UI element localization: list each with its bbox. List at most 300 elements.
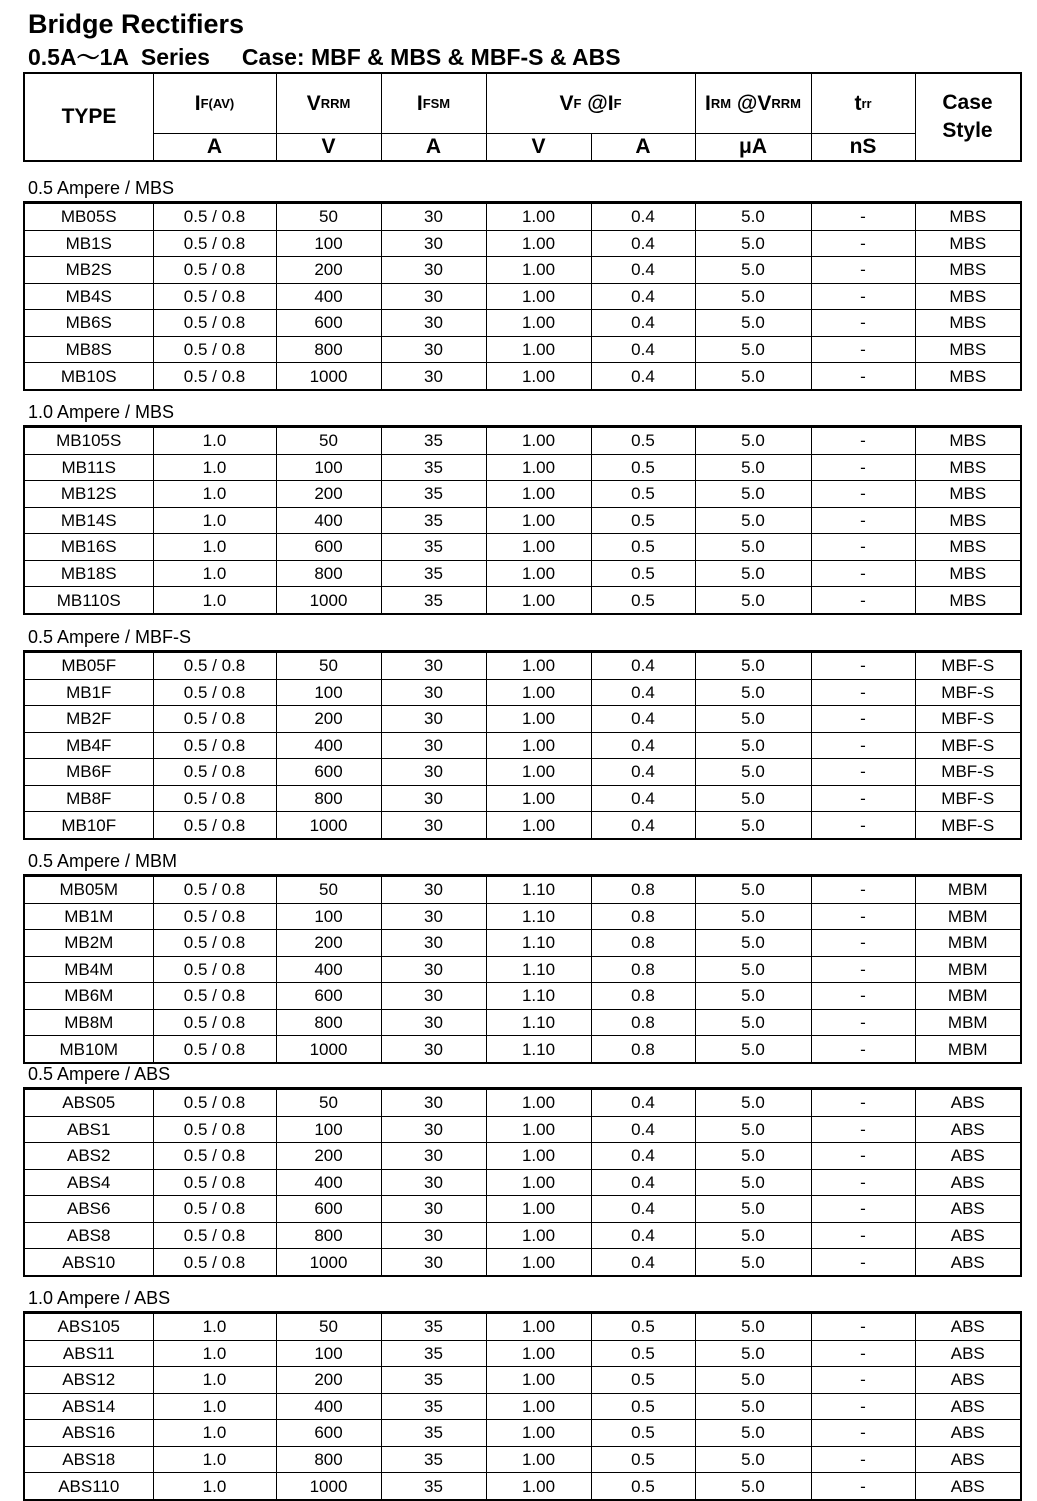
- group-table: [23, 874, 1022, 1064]
- cell-trr: -: [811, 587, 915, 614]
- cell-vf-a: 0.4: [591, 1222, 695, 1249]
- cell-type: MB2M: [25, 930, 153, 957]
- table-row: [25, 956, 1020, 983]
- cell-ifsm: 35: [381, 481, 486, 508]
- table-row: [25, 1090, 1020, 1117]
- cell-vf-v: 1.00: [486, 534, 591, 561]
- cell-irm: 5.0: [695, 428, 811, 455]
- cell-ifsm: 30: [381, 785, 486, 812]
- cell-vrrm: 50: [276, 1314, 381, 1341]
- cell-vf-a: 0.5: [591, 1393, 695, 1420]
- cell-vf-v: 1.00: [486, 1196, 591, 1223]
- cell-trr: -: [811, 204, 915, 231]
- cell-if: 0.5 / 0.8: [153, 1222, 276, 1249]
- cell-type: ABS4: [25, 1169, 153, 1196]
- cell-vf-v: 1.00: [486, 257, 591, 284]
- cell-vf-v: 1.00: [486, 310, 591, 337]
- cell-vf-a: 0.8: [591, 983, 695, 1010]
- cell-vrrm: 400: [276, 507, 381, 534]
- unit-vf-v: V: [531, 134, 546, 158]
- cell-irm: 5.0: [695, 812, 811, 839]
- cell-trr: -: [811, 759, 915, 786]
- cell-vf-a: 0.4: [591, 812, 695, 839]
- cell-irm: 5.0: [695, 1222, 811, 1249]
- header-vf: V F @I F: [559, 91, 622, 115]
- cell-case-style: MBS: [915, 204, 1020, 231]
- cell-vrrm: 800: [276, 336, 381, 363]
- cell-case-style: MBM: [915, 983, 1020, 1010]
- cell-trr: -: [811, 560, 915, 587]
- cell-case-style: MBM: [915, 877, 1020, 904]
- cell-type: MB1M: [25, 903, 153, 930]
- cell-ifsm: 30: [381, 1009, 486, 1036]
- cell-vf-a: 0.5: [591, 454, 695, 481]
- cell-vf-v: 1.00: [486, 560, 591, 587]
- cell-type: MB2F: [25, 706, 153, 733]
- cell-vf-a: 0.5: [591, 1367, 695, 1394]
- cell-vf-v: 1.00: [486, 1090, 591, 1117]
- cell-irm: 5.0: [695, 1446, 811, 1473]
- cell-if: 0.5 / 0.8: [153, 653, 276, 680]
- page-title: Bridge Rectifiers: [28, 9, 245, 39]
- cell-trr: -: [811, 1090, 915, 1117]
- unit-vf-a: A: [635, 134, 651, 158]
- cell-vf-a: 0.4: [591, 1196, 695, 1223]
- cell-vrrm: 200: [276, 930, 381, 957]
- cell-vf-a: 0.4: [591, 204, 695, 231]
- cell-if: 0.5 / 0.8: [153, 1009, 276, 1036]
- cell-vrrm: 600: [276, 534, 381, 561]
- cell-type: MB8F: [25, 785, 153, 812]
- group-table: [23, 201, 1022, 391]
- cell-irm: 5.0: [695, 1090, 811, 1117]
- cell-vf-a: 0.4: [591, 363, 695, 390]
- cell-if: 0.5 / 0.8: [153, 812, 276, 839]
- cell-trr: -: [811, 1446, 915, 1473]
- cell-case-style: MBS: [915, 257, 1020, 284]
- cell-irm: 5.0: [695, 653, 811, 680]
- unit-irm: μA: [738, 134, 767, 158]
- cell-irm: 5.0: [695, 230, 811, 257]
- cell-vf-a: 0.5: [591, 1473, 695, 1500]
- cell-vf-v: 1.00: [486, 1446, 591, 1473]
- cell-if: 0.5 / 0.8: [153, 1090, 276, 1117]
- cell-if: 0.5 / 0.8: [153, 1249, 276, 1276]
- cell-if: 0.5 / 0.8: [153, 877, 276, 904]
- cell-vrrm: 400: [276, 732, 381, 759]
- cell-ifsm: 30: [381, 1090, 486, 1117]
- cell-if: 0.5 / 0.8: [153, 706, 276, 733]
- cell-ifsm: 30: [381, 1116, 486, 1143]
- cell-vf-a: 0.5: [591, 1314, 695, 1341]
- cell-vrrm: 100: [276, 454, 381, 481]
- cell-vf-v: 1.00: [486, 428, 591, 455]
- cell-ifsm: 30: [381, 877, 486, 904]
- cell-vf-v: 1.00: [486, 230, 591, 257]
- cell-trr: -: [811, 1222, 915, 1249]
- cell-trr: -: [811, 706, 915, 733]
- cell-vf-a: 0.4: [591, 679, 695, 706]
- cell-vf-a: 0.4: [591, 759, 695, 786]
- cell-vf-a: 0.5: [591, 1420, 695, 1447]
- cell-vf-a: 0.5: [591, 1340, 695, 1367]
- cell-vrrm: 200: [276, 706, 381, 733]
- cell-case-style: ABS: [915, 1420, 1020, 1447]
- cell-irm: 5.0: [695, 1367, 811, 1394]
- cell-trr: -: [811, 1036, 915, 1063]
- cell-if: 1.0: [153, 1314, 276, 1341]
- table-row: [25, 1393, 1020, 1420]
- cell-ifsm: 35: [381, 587, 486, 614]
- cell-if: 0.5 / 0.8: [153, 283, 276, 310]
- cell-ifsm: 30: [381, 363, 486, 390]
- cell-trr: -: [811, 1420, 915, 1447]
- cell-vf-v: 1.00: [486, 1249, 591, 1276]
- cell-irm: 5.0: [695, 1116, 811, 1143]
- cell-type: MB4M: [25, 956, 153, 983]
- cell-type: ABS16: [25, 1420, 153, 1447]
- cell-vf-v: 1.00: [486, 1473, 591, 1500]
- cell-type: ABS10: [25, 1249, 153, 1276]
- cell-vf-a: 0.4: [591, 732, 695, 759]
- cell-irm: 5.0: [695, 481, 811, 508]
- cell-vf-a: 0.4: [591, 310, 695, 337]
- cell-irm: 5.0: [695, 1009, 811, 1036]
- cell-irm: 5.0: [695, 1169, 811, 1196]
- table-row: [25, 1249, 1020, 1276]
- cell-type: MB05M: [25, 877, 153, 904]
- cell-irm: 5.0: [695, 560, 811, 587]
- cell-irm: 5.0: [695, 283, 811, 310]
- cell-ifsm: 35: [381, 428, 486, 455]
- table-row: [25, 812, 1020, 839]
- cell-type: MB12S: [25, 481, 153, 508]
- cell-if: 0.5 / 0.8: [153, 310, 276, 337]
- cell-ifsm: 30: [381, 679, 486, 706]
- cell-ifsm: 35: [381, 1446, 486, 1473]
- cell-case-style: MBM: [915, 1009, 1020, 1036]
- group-label: 0.5 Ampere / MBF-S: [28, 627, 192, 647]
- cell-vf-v: 1.10: [486, 1036, 591, 1063]
- cell-if: 0.5 / 0.8: [153, 363, 276, 390]
- table-row: [25, 903, 1020, 930]
- table-row: [25, 1222, 1020, 1249]
- cell-vrrm: 400: [276, 1393, 381, 1420]
- table-row: [25, 877, 1020, 904]
- cell-ifsm: 35: [381, 560, 486, 587]
- cell-irm: 5.0: [695, 1196, 811, 1223]
- table-row: [25, 930, 1020, 957]
- cell-irm: 5.0: [695, 1249, 811, 1276]
- cell-case-style: ABS: [915, 1116, 1020, 1143]
- cell-vf-a: 0.4: [591, 1116, 695, 1143]
- cell-vf-a: 0.8: [591, 877, 695, 904]
- table-row: [25, 1367, 1020, 1394]
- table-row: [25, 1169, 1020, 1196]
- header-ifsm: I FSM: [416, 91, 451, 115]
- cell-trr: -: [811, 903, 915, 930]
- cell-vf-v: 1.00: [486, 653, 591, 680]
- cell-vf-a: 0.4: [591, 653, 695, 680]
- cell-vf-a: 0.5: [591, 587, 695, 614]
- cell-irm: 5.0: [695, 310, 811, 337]
- cell-irm: 5.0: [695, 507, 811, 534]
- cell-vrrm: 1000: [276, 363, 381, 390]
- cell-ifsm: 30: [381, 812, 486, 839]
- cell-ifsm: 30: [381, 1196, 486, 1223]
- table-row: [25, 257, 1020, 284]
- table-row: [25, 785, 1020, 812]
- table-row: [25, 454, 1020, 481]
- cell-type: ABS110: [25, 1473, 153, 1500]
- cell-if: 0.5 / 0.8: [153, 903, 276, 930]
- group-label: 0.5 Ampere / MBM: [28, 851, 178, 871]
- cell-type: MB2S: [25, 257, 153, 284]
- table-header: [23, 72, 1022, 162]
- cell-type: ABS14: [25, 1393, 153, 1420]
- cell-trr: -: [811, 257, 915, 284]
- cell-vrrm: 200: [276, 1143, 381, 1170]
- cell-if: 0.5 / 0.8: [153, 956, 276, 983]
- cell-irm: 5.0: [695, 983, 811, 1010]
- cell-vf-v: 1.00: [486, 363, 591, 390]
- cell-ifsm: 30: [381, 1169, 486, 1196]
- cell-vrrm: 50: [276, 204, 381, 231]
- cell-type: MB05S: [25, 204, 153, 231]
- cell-case-style: MBS: [915, 336, 1020, 363]
- cell-if: 0.5 / 0.8: [153, 732, 276, 759]
- cell-case-style: MBS: [915, 481, 1020, 508]
- cell-vrrm: 400: [276, 283, 381, 310]
- cell-irm: 5.0: [695, 679, 811, 706]
- cell-trr: -: [811, 1169, 915, 1196]
- cell-vrrm: 1000: [276, 587, 381, 614]
- cell-vf-a: 0.5: [591, 507, 695, 534]
- cell-ifsm: 35: [381, 1393, 486, 1420]
- cell-type: MB4S: [25, 283, 153, 310]
- cell-type: MB10S: [25, 363, 153, 390]
- cell-case-style: MBS: [915, 560, 1020, 587]
- cell-vf-v: 1.00: [486, 679, 591, 706]
- table-row: [25, 587, 1020, 614]
- cell-vf-a: 0.4: [591, 336, 695, 363]
- cell-vf-a: 0.5: [591, 1446, 695, 1473]
- cell-ifsm: 30: [381, 759, 486, 786]
- cell-ifsm: 30: [381, 706, 486, 733]
- cell-if: 1.0: [153, 587, 276, 614]
- cell-irm: 5.0: [695, 363, 811, 390]
- cell-case-style: MBS: [915, 310, 1020, 337]
- cell-trr: -: [811, 1473, 915, 1500]
- cell-if: 1.0: [153, 1340, 276, 1367]
- cell-if: 0.5 / 0.8: [153, 1143, 276, 1170]
- table-row: [25, 283, 1020, 310]
- cell-irm: 5.0: [695, 336, 811, 363]
- cell-trr: -: [811, 283, 915, 310]
- cell-type: MB105S: [25, 428, 153, 455]
- cell-ifsm: 30: [381, 732, 486, 759]
- cell-case-style: MBS: [915, 534, 1020, 561]
- table-row: [25, 1036, 1020, 1063]
- cell-vf-v: 1.00: [486, 336, 591, 363]
- cell-vf-v: 1.10: [486, 877, 591, 904]
- cell-if: 1.0: [153, 481, 276, 508]
- cell-vrrm: 1000: [276, 1473, 381, 1500]
- cell-vf-a: 0.4: [591, 1090, 695, 1117]
- cell-trr: -: [811, 1009, 915, 1036]
- cell-trr: -: [811, 481, 915, 508]
- cell-irm: 5.0: [695, 956, 811, 983]
- cell-vrrm: 100: [276, 903, 381, 930]
- cell-vf-v: 1.10: [486, 903, 591, 930]
- cell-vf-v: 1.10: [486, 1009, 591, 1036]
- cell-vf-v: 1.10: [486, 956, 591, 983]
- cell-type: ABS105: [25, 1314, 153, 1341]
- cell-case-style: MBS: [915, 363, 1020, 390]
- cell-if: 0.5 / 0.8: [153, 204, 276, 231]
- page-subtitle: 0.5A～1A Series Case: MBF & MBS & MBF-S & ABS: [28, 44, 621, 70]
- table-row: [25, 653, 1020, 680]
- cell-if: 1.0: [153, 454, 276, 481]
- cell-vrrm: 50: [276, 1090, 381, 1117]
- cell-if: 0.5 / 0.8: [153, 930, 276, 957]
- cell-ifsm: 30: [381, 930, 486, 957]
- group-label: 0.5 Ampere / MBS: [28, 178, 175, 198]
- cell-case-style: MBS: [915, 230, 1020, 257]
- cell-if: 0.5 / 0.8: [153, 1036, 276, 1063]
- cell-if: 0.5 / 0.8: [153, 983, 276, 1010]
- cell-vf-v: 1.00: [486, 1222, 591, 1249]
- cell-ifsm: 30: [381, 230, 486, 257]
- group-table: [23, 1311, 1022, 1501]
- cell-irm: 5.0: [695, 1473, 811, 1500]
- unit-ifsm: A: [425, 134, 442, 158]
- cell-vf-a: 0.4: [591, 257, 695, 284]
- group-table: [23, 1087, 1022, 1277]
- unit-vrrm: V: [321, 134, 336, 158]
- cell-irm: 5.0: [695, 930, 811, 957]
- cell-irm: 5.0: [695, 706, 811, 733]
- cell-vrrm: 100: [276, 1340, 381, 1367]
- cell-if: 1.0: [153, 507, 276, 534]
- table-row: [25, 706, 1020, 733]
- cell-case-style: MBF-S: [915, 706, 1020, 733]
- cell-if: 1.0: [153, 428, 276, 455]
- cell-trr: -: [811, 363, 915, 390]
- table-row: [25, 759, 1020, 786]
- group-label: 1.0 Ampere / ABS: [28, 1288, 171, 1308]
- cell-ifsm: 30: [381, 204, 486, 231]
- cell-trr: -: [811, 679, 915, 706]
- cell-ifsm: 30: [381, 956, 486, 983]
- cell-trr: -: [811, 1367, 915, 1394]
- cell-vrrm: 400: [276, 956, 381, 983]
- cell-vrrm: 800: [276, 785, 381, 812]
- cell-irm: 5.0: [695, 204, 811, 231]
- table-row: [25, 679, 1020, 706]
- cell-type: MB6M: [25, 983, 153, 1010]
- cell-type: ABS6: [25, 1196, 153, 1223]
- group-table: [23, 425, 1022, 615]
- table-row: [25, 204, 1020, 231]
- cell-vrrm: 200: [276, 257, 381, 284]
- table-row: [25, 336, 1020, 363]
- cell-irm: 5.0: [695, 1340, 811, 1367]
- cell-vf-v: 1.00: [486, 785, 591, 812]
- cell-trr: -: [811, 812, 915, 839]
- cell-vf-v: 1.00: [486, 507, 591, 534]
- table-row: [25, 1340, 1020, 1367]
- cell-case-style: MBM: [915, 956, 1020, 983]
- header-case-style: Case Style: [942, 91, 993, 142]
- cell-type: MB10F: [25, 812, 153, 839]
- cell-if: 0.5 / 0.8: [153, 785, 276, 812]
- table-row: [25, 534, 1020, 561]
- cell-type: ABS1: [25, 1116, 153, 1143]
- cell-irm: 5.0: [695, 903, 811, 930]
- cell-vf-v: 1.00: [486, 732, 591, 759]
- cell-vf-a: 0.4: [591, 230, 695, 257]
- cell-trr: -: [811, 1393, 915, 1420]
- cell-if: 0.5 / 0.8: [153, 679, 276, 706]
- cell-trr: -: [811, 732, 915, 759]
- cell-case-style: ABS: [915, 1340, 1020, 1367]
- cell-type: MB16S: [25, 534, 153, 561]
- cell-irm: 5.0: [695, 759, 811, 786]
- cell-vf-a: 0.8: [591, 1036, 695, 1063]
- cell-case-style: MBS: [915, 454, 1020, 481]
- cell-case-style: ABS: [915, 1143, 1020, 1170]
- cell-vf-a: 0.5: [591, 481, 695, 508]
- cell-case-style: ABS: [915, 1393, 1020, 1420]
- table-row: [25, 363, 1020, 390]
- cell-trr: -: [811, 336, 915, 363]
- table-row: [25, 560, 1020, 587]
- cell-ifsm: 35: [381, 454, 486, 481]
- cell-vf-a: 0.8: [591, 956, 695, 983]
- cell-case-style: ABS: [915, 1090, 1020, 1117]
- cell-trr: -: [811, 1116, 915, 1143]
- table-row: [25, 1116, 1020, 1143]
- table-row: [25, 507, 1020, 534]
- cell-type: ABS12: [25, 1367, 153, 1394]
- cell-if: 0.5 / 0.8: [153, 336, 276, 363]
- cell-ifsm: 30: [381, 1036, 486, 1063]
- cell-vf-a: 0.8: [591, 930, 695, 957]
- cell-irm: 5.0: [695, 1420, 811, 1447]
- cell-case-style: ABS: [915, 1446, 1020, 1473]
- cell-vf-v: 1.00: [486, 1340, 591, 1367]
- cell-case-style: MBF-S: [915, 785, 1020, 812]
- cell-type: MB8M: [25, 1009, 153, 1036]
- table-row: [25, 428, 1020, 455]
- header-vrrm: V RRM: [306, 91, 351, 115]
- cell-vf-v: 1.00: [486, 812, 591, 839]
- cell-vrrm: 800: [276, 1222, 381, 1249]
- cell-vf-a: 0.4: [591, 706, 695, 733]
- cell-irm: 5.0: [695, 1314, 811, 1341]
- cell-vrrm: 50: [276, 877, 381, 904]
- cell-vrrm: 400: [276, 1169, 381, 1196]
- cell-ifsm: 30: [381, 257, 486, 284]
- cell-case-style: MBF-S: [915, 732, 1020, 759]
- cell-type: ABS2: [25, 1143, 153, 1170]
- group-label: 0.5 Ampere / ABS: [28, 1064, 171, 1084]
- cell-vf-v: 1.00: [486, 1314, 591, 1341]
- group-label: 1.0 Ampere / MBS: [28, 402, 175, 422]
- cell-type: MB11S: [25, 454, 153, 481]
- table-row: [25, 1196, 1020, 1223]
